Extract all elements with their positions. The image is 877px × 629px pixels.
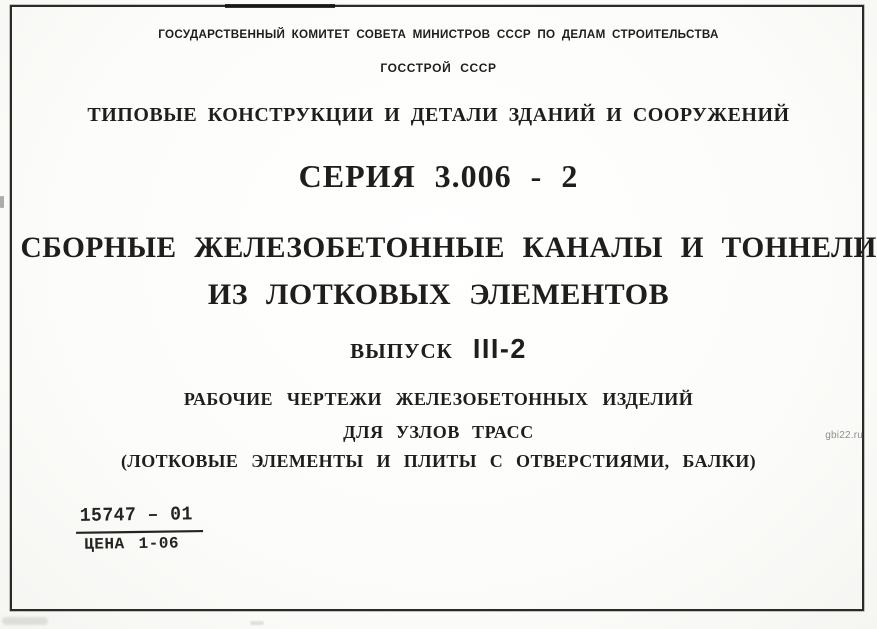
committee-name: ГОСУДАРСТВЕННЫЙ КОМИТЕТ СОВЕТА МИНИСТРОВ СССР ПО ДЕЛАМ СТРОИТЕЛЬСТВА [158, 27, 719, 41]
issue-number: III-2 [472, 333, 527, 365]
main-title-line2: ИЗ ЛОТКОВЫХ ЭЛЕМЕНТОВ [207, 278, 670, 311]
stamp-code: 15747 – 01 [76, 504, 203, 534]
stamp-price-line [76, 531, 203, 554]
price-label: ЦЕНА [84, 535, 125, 554]
gosstroy-label: ГОССТРОЙ СССР [380, 61, 497, 75]
issue-line [12, 333, 865, 365]
scan-artifact-left-edge [0, 196, 4, 208]
subtitle-route-nodes: ДЛЯ УЗЛОВ ТРАСС [343, 422, 534, 442]
price-stamp [76, 505, 204, 554]
main-title-line1: СБОРНЫЕ ЖЕЛЕЗОБЕТОННЫЕ КАНАЛЫ И ТОННЕЛИ [20, 231, 877, 264]
price-value: 1-06 [138, 534, 180, 554]
watermark: gbi22.ru [825, 430, 863, 441]
typical-structures-heading: ТИПОВЫЕ КОНСТРУКЦИИ И ДЕТАЛИ ЗДАНИЙ И СООРУЖЕНИЙ [87, 104, 790, 126]
issue-label: ВЫПУСК [350, 339, 453, 363]
scan-artifact-bottom-smudge [2, 617, 48, 625]
scan-artifact-bottom-dot [250, 621, 264, 625]
series-number: СЕРИЯ 3.006 - 2 [298, 158, 579, 194]
subtitle-working-drawings: РАБОЧИЕ ЧЕРТЕЖИ ЖЕЛЕЗОБЕТОННЫХ ИЗДЕЛИЙ [183, 389, 694, 409]
subtitle-elements-list: (ЛОТКОВЫЕ ЭЛЕМЕНТЫ И ПЛИТЫ С ОТВЕРСТИЯМИ, БАЛКИ) [120, 451, 757, 471]
scan-artifact-top-border [225, 4, 335, 8]
